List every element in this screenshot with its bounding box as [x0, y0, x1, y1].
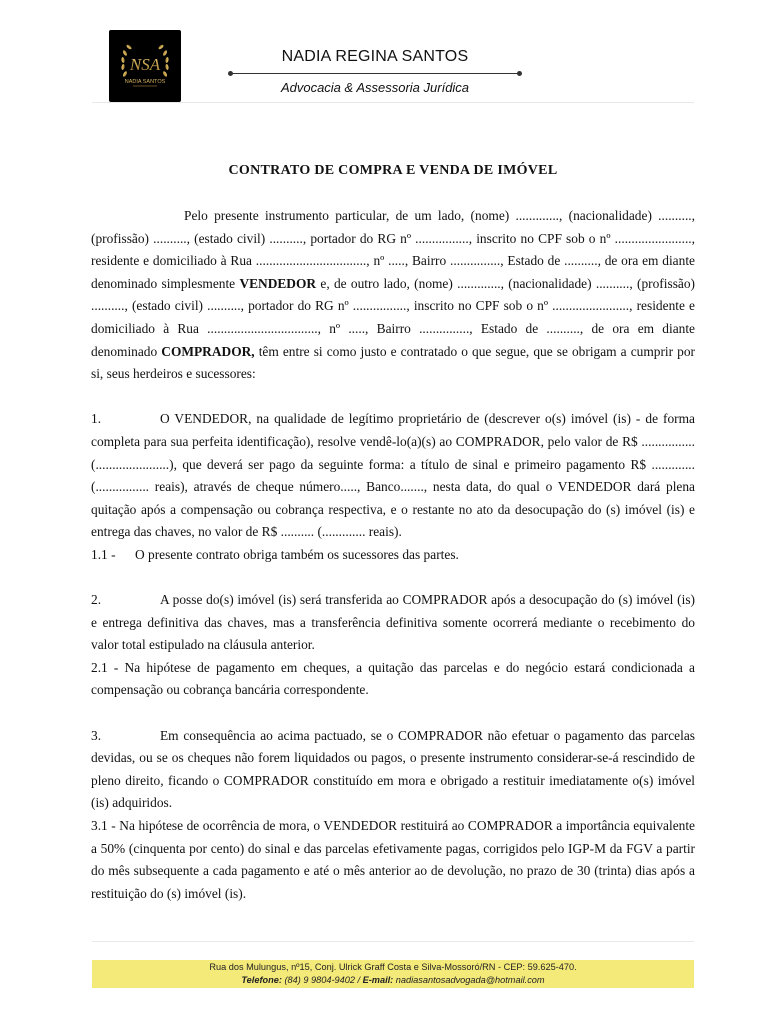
footer-rule: [92, 941, 694, 942]
vendedor-term: VENDEDOR: [239, 275, 317, 291]
firm-divider: [230, 73, 520, 74]
intro-paragraph: Pelo presente instrumento particular, de um lado, (nome) ............., (nacionalidade) .........., (profissão) .........., (estado civil) .........., portador do RG nº ................, inscrito no CPF sob o nº ......................., residente e domiciliado à Rua ................................., nº ....., Bairro ..............., Estado de .........., de ora em diante denominado simplesmente VENDEDOR e, de outro lado, (nome) ............., (nacionalidade) .........., (profissão) .........., (estado civil) .........., portador do RG nº ................, inscrito no CPF sob o nº ......................., residente e domiciliado à Rua ................................., nº ....., Bairro ..............., Estado de .........., de ora em diante denominado COMPRADOR, têm entre si como justo e contratado o que segue, que se obrigam a cumprir por si, seus herdeiros e sucessores:: [91, 208, 696, 382]
footer-address: Rua dos Mulungus, nº15, Conj. Ulrick Graff Costa e Silva-Mossoró/RN - CEP: 59.625-470.: [209, 962, 577, 972]
firm-name: NADIA REGINA SANTOS: [281, 48, 469, 65]
clause-number: 3.: [91, 727, 102, 743]
header-rule: [92, 102, 694, 103]
firm-subtitle: Advocacia & Assessoria Jurídica: [280, 80, 470, 95]
subclause-number: 1.1 -: [91, 546, 116, 562]
clause-number: 1.: [91, 411, 102, 427]
footer-email: nadiasantosadvogada@hotmail.com: [393, 974, 545, 985]
clause-1: 1. O VENDEDOR, na qualidade de legítimo proprietário de (descrever o(s) imóvel (is) - de forma completa para sua perfeita identificação), resolve vendê-lo(a)(s) ao COMPRADOR, pelo valor de R$ ................(......................), que deverá ser pago da seguinte forma: a título de sinal e primeiro pagamento R$ ............. (................ reais), através de cheque número....., Banco......., nesta data, do qual o VENDEDOR dará plena quitação após a compensação ou cobrança respectiva, e o restante no ato da desocupação do (s) imóvel (is) e entrega das chaves, no valor de R$ .......... (............. reais).: [91, 408, 695, 544]
svg-text:NADIA SANTOS: NADIA SANTOS: [124, 79, 166, 85]
footer-contact: [92, 960, 694, 988]
clause-2-1: 2.1 - Na hipótese de pagamento em cheques, a quitação das parcelas e do negócio estará condicionada a compensação ou cobrança bancária correspondente.: [91, 659, 695, 698]
clause-3-1: 3.1 - Na hipótese de ocorrência de mora, o VENDEDOR restituirá ao COMPRADOR a importância equivalente a 50% (cinquenta por cento) do sinal e das parcelas efetivamente pagas, corrigidos pelo IGP-M da FGV a partir do mês subsequente a cada pagamento e até o mês anterior ao de devolução, no prazo de 30 (trinta) dias após a restituição do (s) imóvel (is).: [91, 818, 695, 901]
document-title: CONTRATO DE COMPRA E VENDA DE IMÓVEL: [228, 163, 558, 178]
document-body: [91, 205, 695, 905]
comprador-term: COMPRADOR,: [161, 343, 255, 359]
firm-logo: [109, 30, 181, 102]
clause-1-1: 1.1 - O presente contrato obriga também os sucessores das partes.: [91, 544, 695, 567]
footer-contacts: Telefone: (84) 9 9804-9402 / E-mail: nadiasantosadvogada@hotmail.com: [241, 974, 545, 985]
laurel-logo-icon: [109, 30, 181, 102]
footer-phone: (84) 9 9804-9402 /: [281, 974, 363, 985]
svg-text:NSA: NSA: [129, 55, 161, 74]
clause-3: 3. Em consequência ao acima pactuado, se o COMPRADOR não efetuar o pagamento das parcelas devidas, ou se os cheques não forem liquidados ou pagos, o presente instrumento considerar-se-á rescindido de pleno direito, ficando o COMPRADOR constituído em mora e obrigado a restituir imediatamente o(s) imóvel (is) adquiridos.: [91, 725, 695, 815]
clause-number: 2.: [91, 592, 102, 608]
clause-2: 2. A posse do(s) imóvel (is) será transferida ao COMPRADOR após a desocupação do (s) imóvel (is) e entrega definitiva das chaves, mas a transferência definitiva somente ocorrerá mediante o recebimento do valor total estipulado na cláusula anterior.: [91, 589, 695, 657]
